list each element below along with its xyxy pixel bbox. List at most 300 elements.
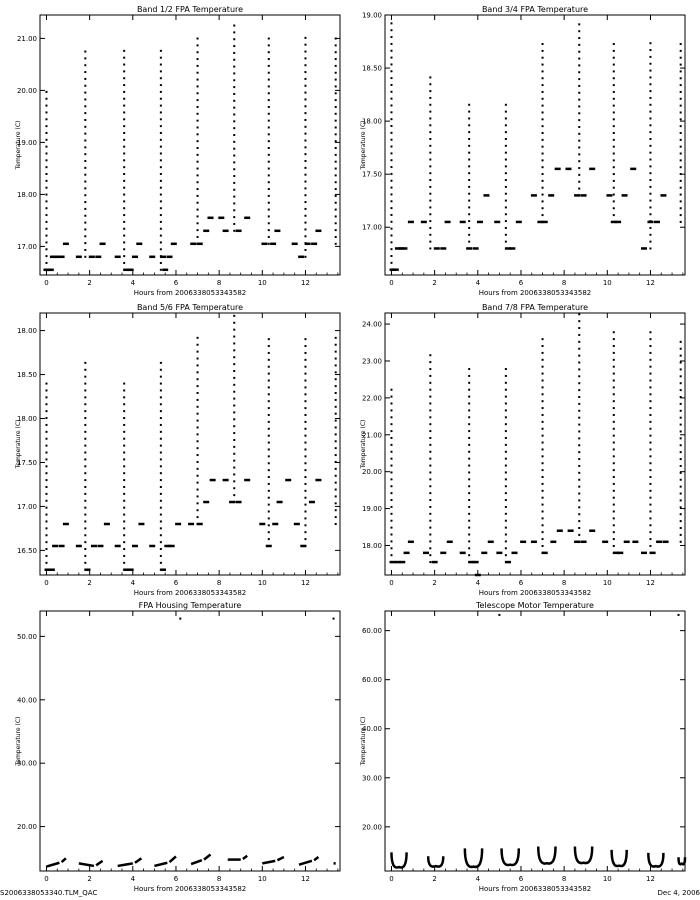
data-point [496,552,502,555]
data-point [680,396,682,398]
data-point [45,180,47,182]
data-point [680,221,682,223]
x-tick-label: 4 [475,579,481,587]
data-point [505,478,507,480]
data-point [304,380,306,382]
data-point [84,146,86,148]
data-point [335,147,337,149]
data-point [542,379,544,381]
data-trace [679,857,685,864]
data-point [197,147,199,149]
data-point [429,451,431,453]
data-point [613,538,615,540]
data-point [531,541,537,544]
data-point [542,98,544,100]
data-trace [169,856,175,862]
data-point [335,364,337,366]
data-point [136,243,142,246]
data-point [123,125,125,127]
data-point [578,140,580,142]
data-point [63,243,69,246]
data-point [505,389,507,391]
data-point [45,255,47,257]
data-point [445,221,451,224]
data-point [613,111,615,113]
data-point [45,486,47,488]
data-point [578,112,580,114]
data-point [390,458,392,460]
data-point [197,195,199,197]
data-point [197,222,199,224]
data-point [542,442,544,444]
data-point [304,174,306,176]
data-point [542,545,544,547]
data-point [481,552,487,555]
data-point [160,50,162,52]
data-point [335,168,337,170]
data-point [45,520,47,522]
data-point [335,516,337,518]
data-point [233,349,235,351]
data-point [429,403,431,405]
data-point [160,269,162,271]
data-point [84,112,86,114]
y-tick-label: 19.00 [361,505,382,514]
data-point [197,44,199,46]
data-point [84,514,86,516]
data-point [160,514,162,516]
data-point [233,487,235,489]
data-point [468,234,470,236]
data-point [542,57,544,59]
data-point [45,139,47,141]
data-point [390,98,392,100]
data-point [390,221,392,223]
data-point [45,389,47,391]
data-point [244,479,250,482]
data-point [123,64,125,66]
data-point [680,180,682,182]
data-point [606,194,612,197]
data-point [649,63,651,65]
data-point [613,400,615,402]
data-point [84,507,86,509]
data-point [542,64,544,66]
data-point [613,125,615,127]
data-point [123,389,125,391]
data-point [123,507,125,509]
y-tick-label: 30.00 [361,774,382,783]
data-point [429,485,431,487]
data-point [429,361,431,363]
data-point [578,465,580,467]
data-point [680,451,682,453]
data-point [203,501,209,504]
data-point [483,194,489,197]
data-point [160,465,162,467]
data-point [160,241,162,243]
data-point [304,359,306,361]
outlier-point [179,618,181,620]
data-trace [79,863,94,866]
y-axis-label: Temperature (C) [360,120,367,170]
data-point [649,200,651,202]
data-point [429,416,431,418]
data-point [680,472,682,474]
data-point [272,523,278,526]
data-point [466,247,472,250]
y-tick-label: 40.00 [361,725,382,734]
data-point [680,153,682,155]
data-point [84,92,86,94]
data-point [197,154,199,156]
outlier-point [333,618,335,620]
y-tick-label: 18.50 [361,64,382,73]
data-point [335,92,337,94]
data-point [613,352,615,354]
data-point [335,385,337,387]
data-point [613,386,615,388]
y-tick-label: 20.00 [16,86,37,95]
data-point [649,345,651,347]
data-point [429,206,431,208]
x-tick-label: 0 [389,875,394,883]
data-point [505,382,507,384]
data-point [613,331,615,333]
data-point [84,194,86,196]
data-point [613,504,615,506]
data-point [45,207,47,209]
data-point [680,200,682,202]
data-point [233,473,235,475]
data-point [335,51,337,53]
x-axis-label: Hours from 2006338053343582 [133,589,247,597]
data-point [45,507,47,509]
data-point [128,568,134,571]
data-point [548,194,554,197]
data-point [160,376,162,378]
data-point [429,152,431,154]
data-point [304,455,306,457]
data-point [649,469,651,471]
data-point [613,105,615,107]
data-point [613,84,615,86]
data-trace [465,848,482,867]
data-point [516,221,522,224]
data-point [680,139,682,141]
chart-panel-5 [15,601,340,893]
data-point [440,247,446,250]
data-point [390,430,392,432]
data-point [197,92,199,94]
data-point [45,98,47,100]
data-point [578,410,580,412]
data-point [440,552,446,555]
data-point [233,230,235,232]
data-point [84,222,86,224]
data-point [45,527,47,529]
data-point [123,70,125,72]
data-point [578,527,580,529]
data-point [615,221,621,224]
data-point [233,107,235,109]
data-point [304,469,306,471]
data-point [542,111,544,113]
data-point [578,99,580,101]
data-point [197,65,199,67]
data-point [123,445,125,447]
data-point [578,458,580,460]
data-point [197,406,199,408]
data-point [613,153,615,155]
data-point [542,428,544,430]
data-point [578,506,580,508]
data-point [505,471,507,473]
data-point [268,243,270,245]
data-point [233,216,235,218]
data-point [505,403,507,405]
data-point [123,146,125,148]
data-point [123,424,125,426]
data-point [188,523,194,526]
data-point [268,448,270,450]
data-point [578,430,580,432]
data-point [197,106,199,108]
data-point [84,153,86,155]
data-point [542,510,544,512]
data-point [429,227,431,229]
data-point [233,86,235,88]
data-point [304,153,306,155]
data-point [84,465,86,467]
data-point [304,531,306,533]
x-tick-label: 2 [87,579,92,587]
data-point [335,202,337,204]
data-point [197,385,199,387]
data-point [542,194,544,196]
data-point [390,214,392,216]
data-point [160,248,162,250]
data-point [233,315,235,317]
data-point [429,409,431,411]
data-point [335,489,337,491]
data-point [505,540,507,542]
data-point [335,209,337,211]
data-point [429,104,431,106]
data-point [613,455,615,457]
data-point [557,529,563,532]
data-point [277,501,283,504]
data-point [190,243,196,246]
data-point [197,174,199,176]
data-point [304,476,306,478]
data-point [304,448,306,450]
data-point [197,85,199,87]
data-point [268,380,270,382]
data-point [429,186,431,188]
data-point [268,345,270,347]
data-point [123,410,125,412]
data-point [429,389,431,391]
data-trace [243,856,247,859]
data-point [649,172,651,174]
data-point [468,200,470,202]
data-point [268,120,270,122]
data-point [304,112,306,114]
data-point [649,531,651,533]
data-point [304,92,306,94]
chart-title: FPA Housing Temperature [138,601,242,610]
data-point [197,440,199,442]
x-tick-label: 10 [602,279,612,287]
data-point [578,362,580,364]
data-point [123,77,125,79]
data-point [649,462,651,464]
data-point [335,133,337,135]
data-point [268,154,270,156]
y-axis-label: Temperature (C) [15,716,22,766]
data-point [335,154,337,156]
data-point [429,90,431,92]
data-point [45,105,47,107]
x-tick-label: 4 [130,279,136,287]
data-point [578,320,580,322]
data-point [429,159,431,161]
data-point [91,545,97,548]
data-point [304,133,306,135]
data-point [613,510,615,512]
data-point [429,165,431,167]
data-point [45,424,47,426]
data-point [613,366,615,368]
data-point [304,228,306,230]
data-point [45,458,47,460]
data-point [197,236,199,238]
x-tick-label: 0 [389,279,394,287]
data-point [268,407,270,409]
data-point [160,235,162,237]
x-tick-label: 6 [518,579,524,587]
data-point [622,194,628,197]
data-point [680,214,682,216]
data-point [542,373,544,375]
data-point [84,256,86,258]
data-point [390,534,392,536]
data-point [160,262,162,264]
data-point [123,262,125,264]
data-point [589,168,595,171]
data-point [429,547,431,549]
data-point [613,490,615,492]
data-point [505,111,507,113]
data-point [649,117,651,119]
data-point [649,442,651,444]
data-point [268,168,270,170]
data-point [542,77,544,79]
data-point [304,181,306,183]
data-point [45,555,47,557]
data-point [602,541,608,544]
data-point [84,98,86,100]
data-point [468,520,470,522]
data-point [649,83,651,85]
data-point [680,77,682,79]
data-point [542,166,544,168]
data-point [300,545,306,548]
data-point [233,363,235,365]
data-point [429,234,431,236]
data-trace [428,856,443,866]
data-point [268,511,270,513]
data-point [84,534,86,536]
data-point [84,520,86,522]
data-point [268,133,270,135]
chart-title: Band 5/6 FPA Temperature [136,303,244,312]
data-point [680,173,682,175]
data-point [304,386,306,388]
data-point [429,492,431,494]
data-point [335,378,337,380]
data-point [390,241,392,243]
data-point [468,213,470,215]
data-point [390,22,392,24]
data-point [429,247,431,249]
data-trace [575,846,592,863]
data-point [505,165,507,167]
data-point [335,85,337,87]
data-point [304,126,306,128]
data-point [429,527,431,529]
data-point [123,403,125,405]
data-point [268,524,270,526]
data-point [468,437,470,439]
data-point [197,426,199,428]
data-point [123,248,125,250]
data-point [160,534,162,536]
data-point [578,327,580,329]
data-point [84,438,86,440]
data-trace [46,863,59,867]
data-point [613,57,615,59]
data-point [468,458,470,460]
data-point [578,160,580,162]
data-point [304,194,306,196]
data-point [401,247,407,250]
data-point [84,389,86,391]
data-point [649,49,651,51]
data-point [613,194,615,196]
data-point [233,127,235,129]
data-point [84,527,86,529]
data-point [197,337,199,339]
data-point [123,111,125,113]
data-point [680,111,682,113]
data-point [542,173,544,175]
data-point [123,194,125,196]
data-point [578,153,580,155]
data-point [542,84,544,86]
x-tick-label: 6 [173,579,179,587]
data-point [335,229,337,231]
data-trace [502,848,519,865]
data-point [542,118,544,120]
data-point [429,193,431,195]
data-point [268,366,270,368]
data-point [123,562,125,564]
data-point [123,241,125,243]
data-point [197,516,199,518]
data-point [294,523,300,526]
